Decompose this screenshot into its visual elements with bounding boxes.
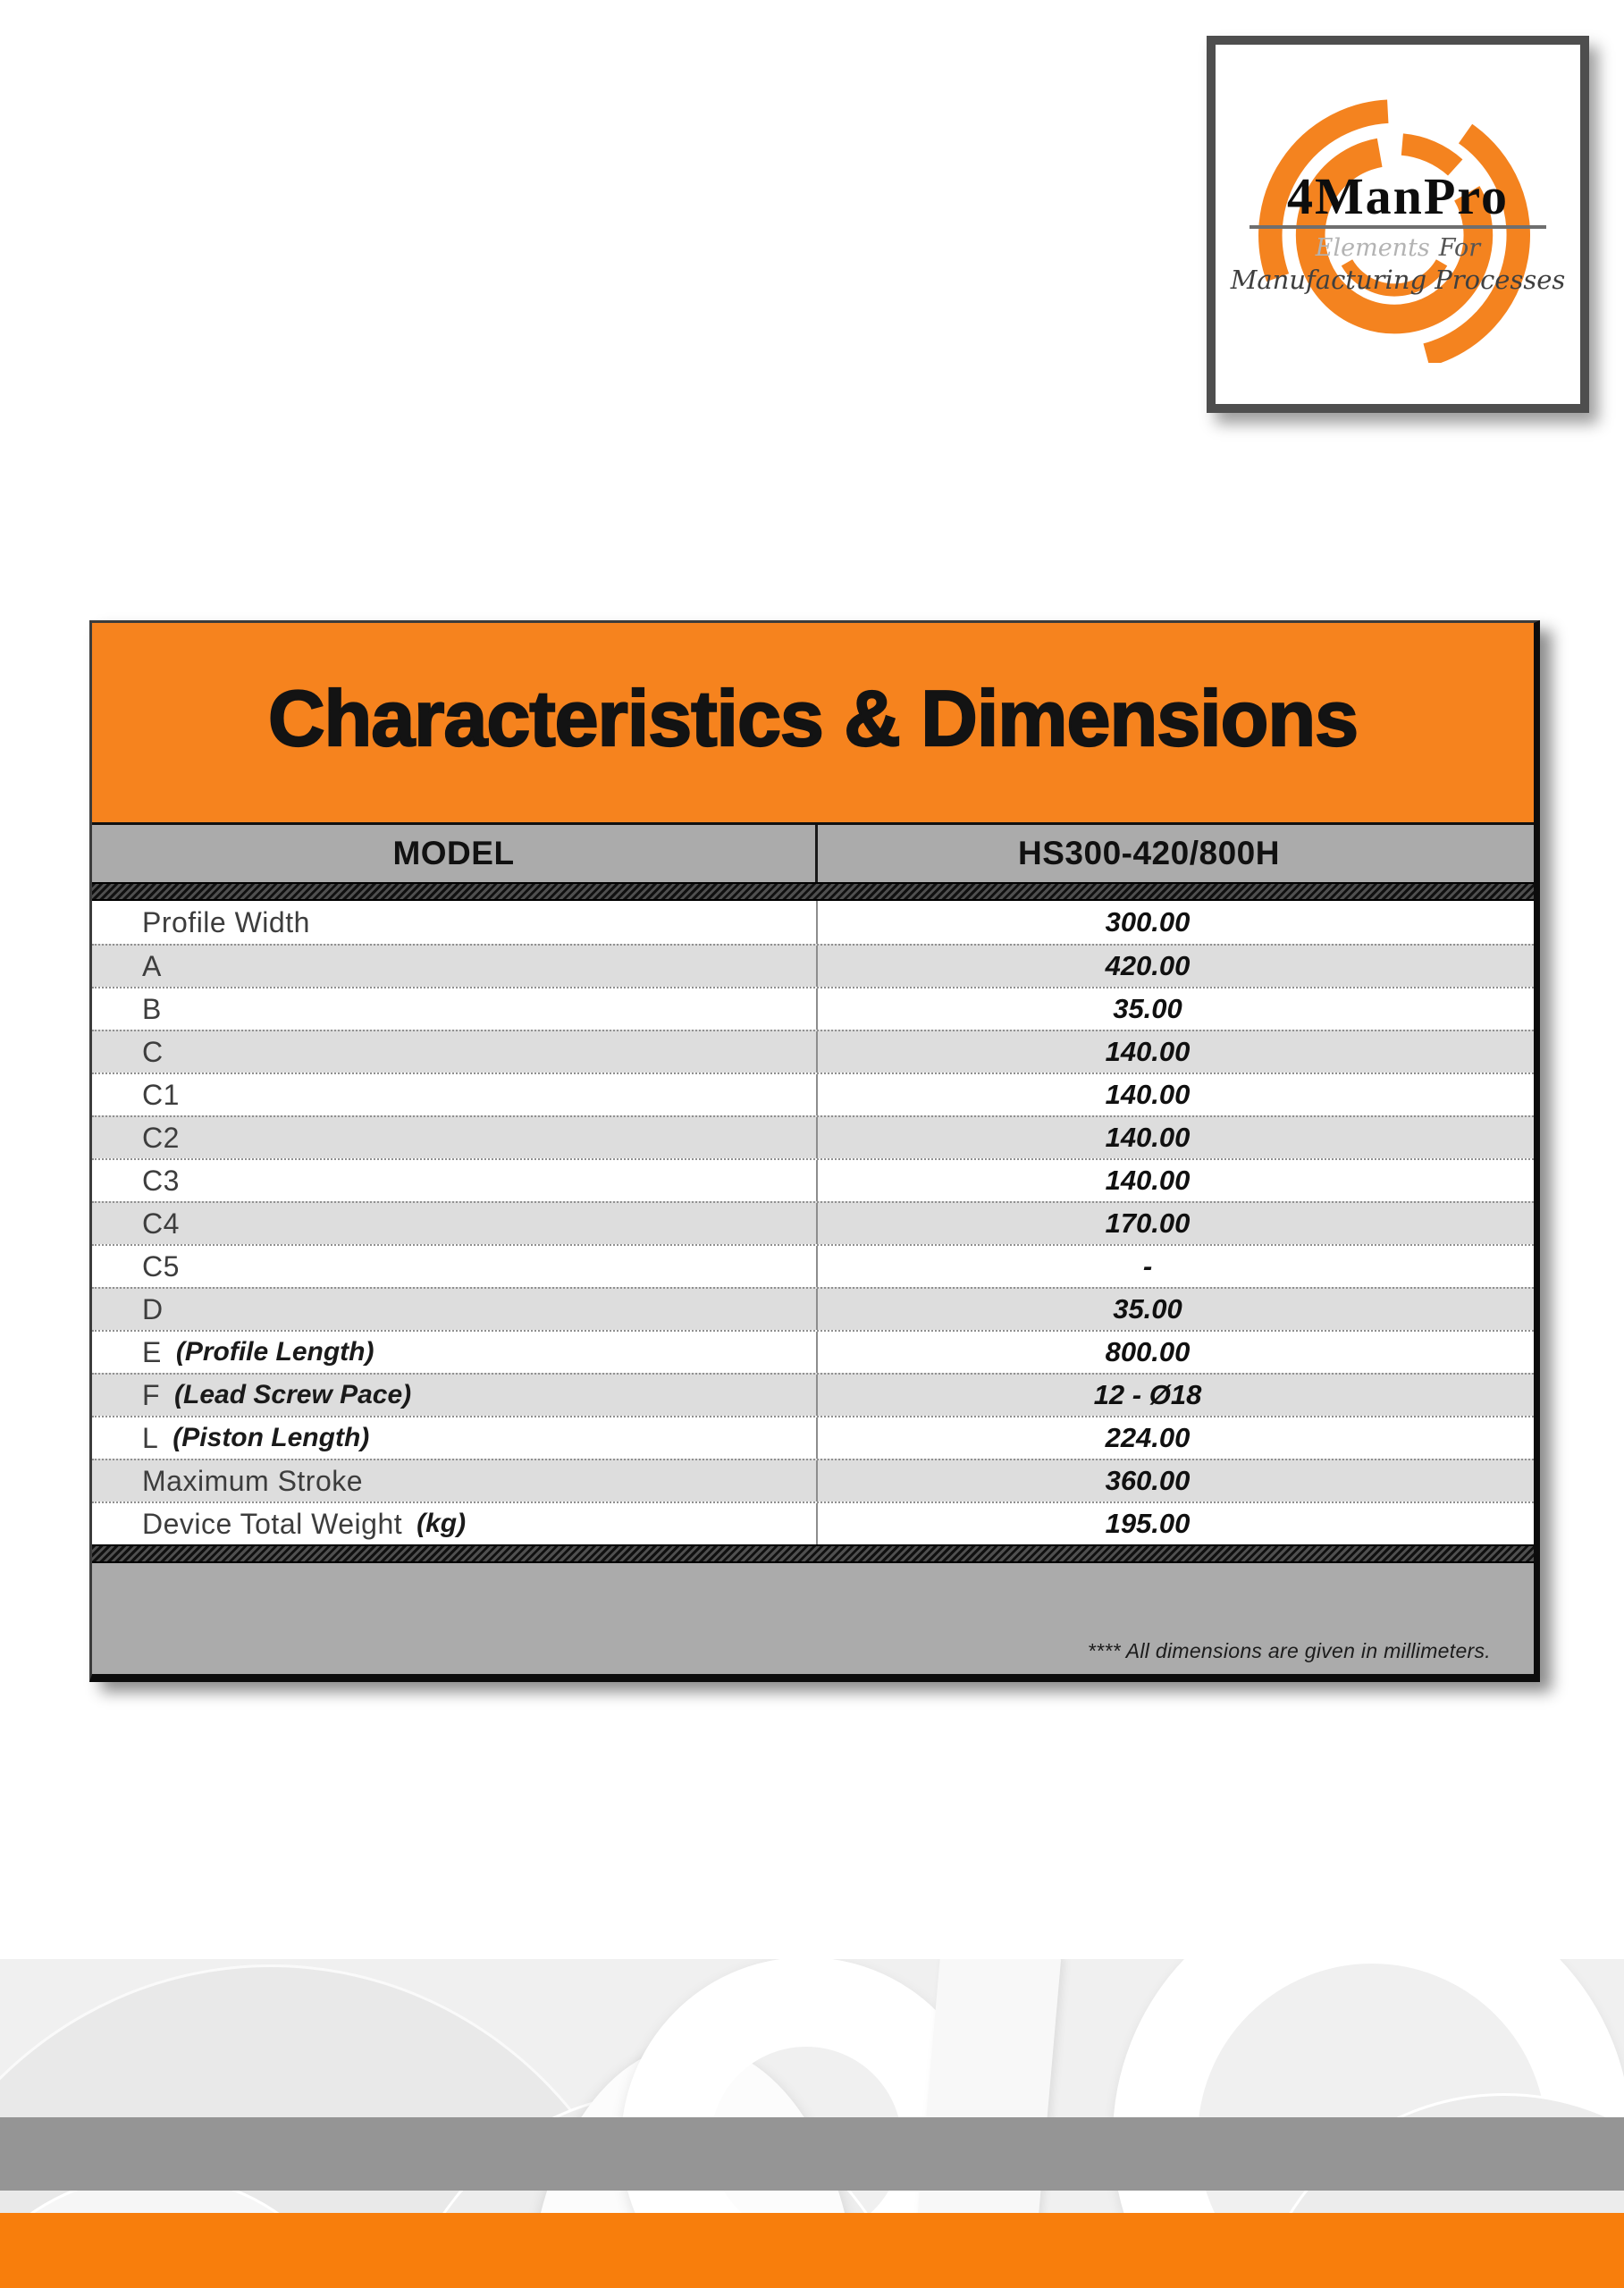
row-label-cell bbox=[92, 946, 818, 987]
table-row bbox=[92, 901, 1534, 944]
table-body bbox=[92, 901, 1534, 1544]
table-row bbox=[92, 1502, 1534, 1544]
bottom-gray-band bbox=[0, 2117, 1624, 2191]
row-label-cell bbox=[92, 1417, 818, 1459]
model-value-cell: HS300-420/800H bbox=[1018, 835, 1280, 871]
table-row bbox=[92, 1030, 1534, 1072]
row-value-cell: 300.00 bbox=[1105, 906, 1191, 938]
row-value-cell: 224.00 bbox=[1105, 1422, 1191, 1453]
row-label-note: (kg) bbox=[417, 1509, 467, 1538]
row-label: C4 bbox=[142, 1207, 180, 1240]
row-label-note: (Piston Length) bbox=[172, 1423, 370, 1452]
table-row bbox=[92, 944, 1534, 987]
footnote: **** All dimensions are given in millimeters. bbox=[1087, 1639, 1491, 1662]
row-label-cell bbox=[92, 1503, 818, 1544]
table-row bbox=[92, 1459, 1534, 1502]
row-label-cell bbox=[92, 1203, 818, 1244]
row-label-cell bbox=[92, 988, 818, 1030]
table-row bbox=[92, 1287, 1534, 1330]
row-value-cell: 140.00 bbox=[1105, 1079, 1191, 1110]
row-label: Profile Width bbox=[142, 905, 310, 938]
logo-divider bbox=[1250, 225, 1546, 229]
row-label: L bbox=[142, 1421, 159, 1454]
row-label: Device Total Weight bbox=[142, 1507, 403, 1540]
table-row bbox=[92, 1416, 1534, 1459]
row-label: C2 bbox=[142, 1121, 180, 1154]
row-label: D bbox=[142, 1292, 164, 1325]
row-label: C bbox=[142, 1035, 164, 1068]
decorative-footer bbox=[0, 1959, 1624, 2288]
row-label-cell bbox=[92, 1117, 818, 1158]
table-row bbox=[92, 1072, 1534, 1115]
logo bbox=[1207, 36, 1589, 413]
row-value-cell: 12 - Ø18 bbox=[1093, 1379, 1202, 1410]
logo-brand-text: 4ManPro bbox=[1286, 167, 1510, 225]
row-value-cell: 360.00 bbox=[1105, 1465, 1191, 1496]
row-label-cell bbox=[92, 1332, 818, 1373]
table-header-row bbox=[92, 825, 1534, 882]
divider-band-top bbox=[92, 882, 1534, 901]
table-row bbox=[92, 1373, 1534, 1416]
table-title: Characteristics & Dimensions bbox=[267, 673, 1359, 762]
row-value-cell: 800.00 bbox=[1105, 1336, 1191, 1367]
row-label-cell bbox=[92, 1289, 818, 1330]
logo-tagline-line1 bbox=[1216, 234, 1580, 262]
logo-tagline-for: For bbox=[1438, 234, 1481, 262]
table-row bbox=[92, 1201, 1534, 1244]
model-header-cell: MODEL bbox=[92, 825, 818, 882]
row-label-cell bbox=[92, 1160, 818, 1201]
characteristics-table bbox=[89, 620, 1540, 1682]
row-value-cell: - bbox=[1142, 1250, 1153, 1282]
divider-band-bottom bbox=[92, 1544, 1534, 1563]
row-label: E bbox=[142, 1335, 162, 1368]
row-value-cell: 35.00 bbox=[1113, 993, 1182, 1024]
row-label: C5 bbox=[142, 1249, 180, 1283]
row-value-cell: 420.00 bbox=[1105, 950, 1191, 981]
row-value-cell: 140.00 bbox=[1105, 1036, 1191, 1067]
table-title-band bbox=[92, 623, 1534, 825]
row-value-cell: 140.00 bbox=[1105, 1165, 1191, 1196]
table-row bbox=[92, 1244, 1534, 1287]
bottom-orange-bar bbox=[0, 2213, 1624, 2288]
row-label-cell bbox=[92, 901, 818, 944]
row-value-cell: 170.00 bbox=[1105, 1207, 1191, 1239]
logo-tagline-line2: Manufacturing Processes bbox=[1230, 265, 1566, 295]
row-label-cell bbox=[92, 1375, 818, 1416]
row-label-cell bbox=[92, 1074, 818, 1115]
row-label-cell bbox=[92, 1031, 818, 1072]
row-label: A bbox=[142, 949, 162, 982]
row-label-note: (Lead Screw Pace) bbox=[174, 1380, 412, 1409]
row-label: C3 bbox=[142, 1164, 180, 1197]
row-label-cell bbox=[92, 1460, 818, 1502]
table-footer bbox=[92, 1563, 1534, 1674]
logo-tagline-elements: Elements bbox=[1315, 234, 1430, 262]
row-label-note: (Profile Length) bbox=[175, 1337, 374, 1367]
row-value-cell: 140.00 bbox=[1105, 1122, 1191, 1153]
row-label-cell bbox=[92, 1246, 818, 1287]
table-row bbox=[92, 1330, 1534, 1373]
row-label: Maximum Stroke bbox=[142, 1464, 364, 1497]
table-row bbox=[92, 987, 1534, 1030]
row-value-cell: 195.00 bbox=[1105, 1508, 1191, 1539]
row-value-cell: 35.00 bbox=[1113, 1293, 1182, 1325]
table-row bbox=[92, 1158, 1534, 1201]
row-label: F bbox=[142, 1378, 161, 1411]
row-label: B bbox=[142, 992, 162, 1025]
table-row bbox=[92, 1115, 1534, 1158]
row-label: C1 bbox=[142, 1078, 180, 1111]
